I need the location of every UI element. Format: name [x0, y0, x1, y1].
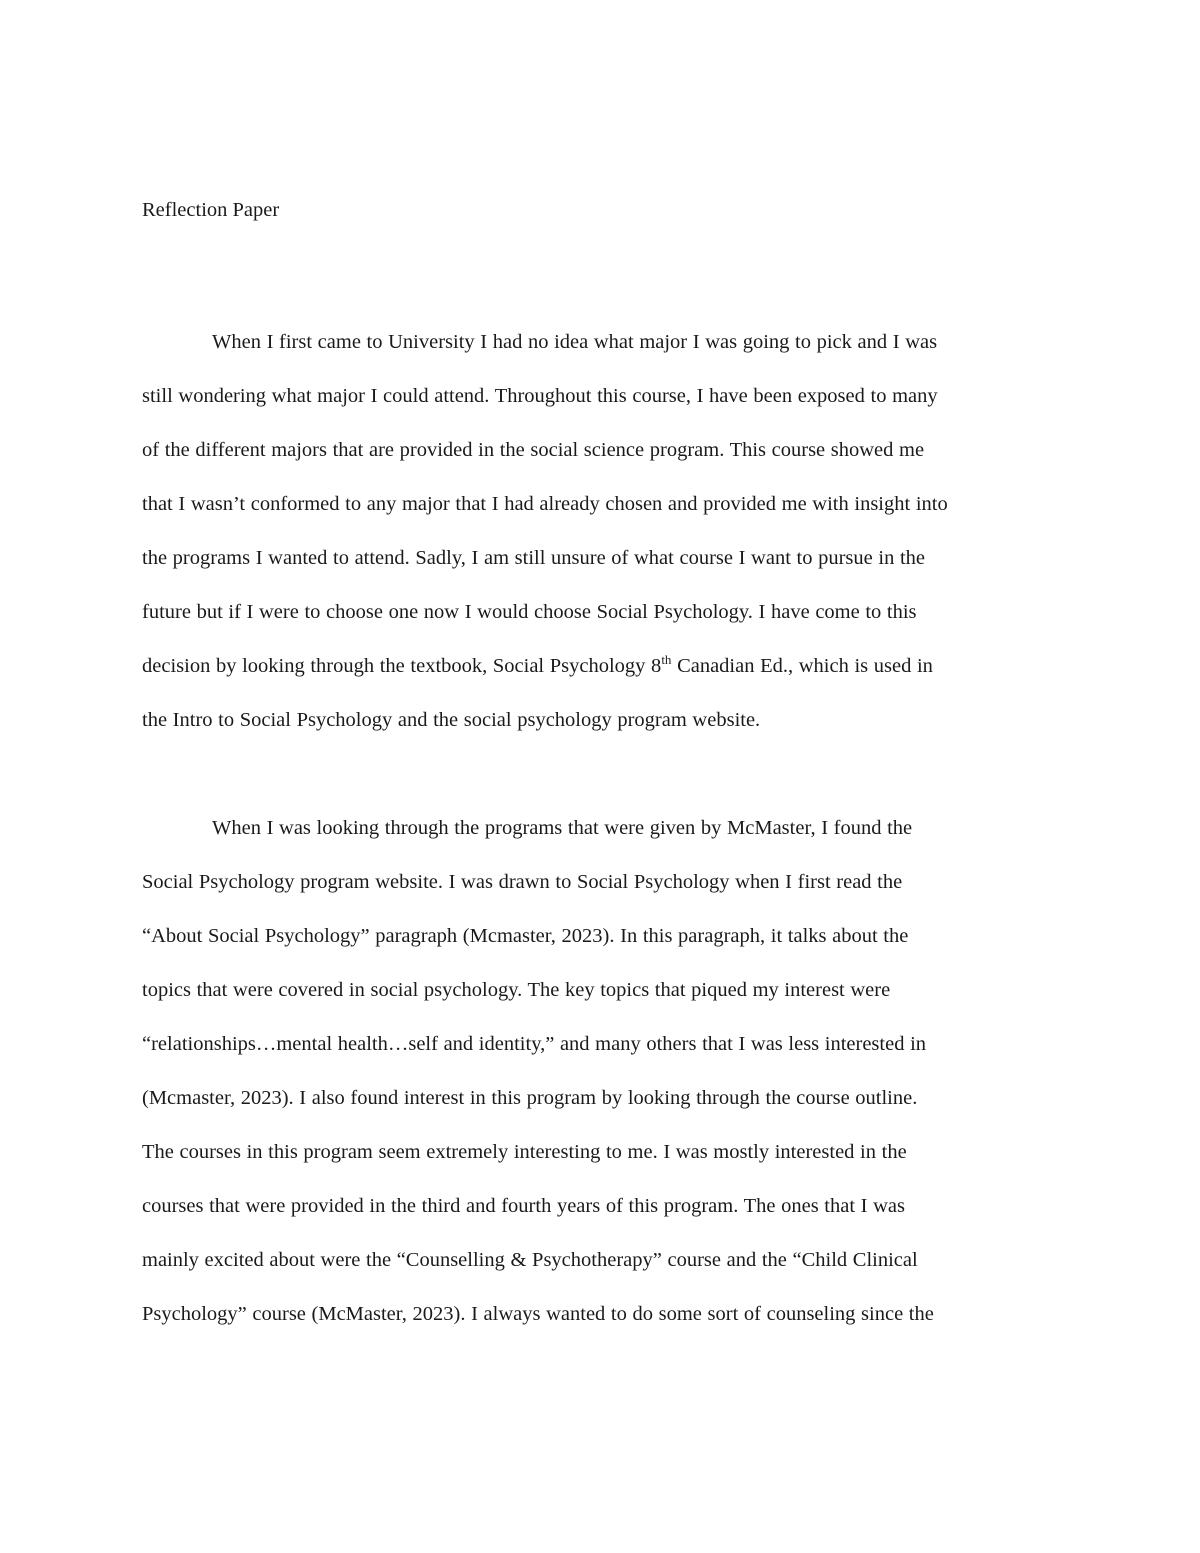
- paragraph-line: courses that were provided in the third and fourth years of this program. The ones that I was: [142, 1195, 905, 1217]
- paragraph-line: “relationships…mental health…self and identity,” and many others that I was less interested in: [142, 1033, 927, 1055]
- paragraph-line: still wondering what major I could attend. Throughout this course, I have been exposed to many: [142, 385, 938, 407]
- paragraph-line: mainly excited about were the “Counselling & Psychotherapy” course and the “Child Clinical: [142, 1249, 918, 1271]
- superscript-th: th: [661, 652, 672, 668]
- paragraph-line: topics that were covered in social psychology. The key topics that piqued my interest were: [142, 979, 891, 1001]
- paragraph-line: Psychology” course (McMaster, 2023). I always wanted to do some sort of counseling since the: [142, 1303, 934, 1325]
- line-text: decision by looking through the textbook, Social Psychology 8: [142, 655, 662, 677]
- paragraph-2: [142, 801, 1060, 1341]
- paragraph-1: [142, 315, 1060, 747]
- paragraph-line: of the different majors that are provided in the social science program. This course showed me: [142, 439, 925, 461]
- paragraph-line: the programs I wanted to attend. Sadly, I am still unsure of what course I want to pursue in the: [142, 547, 925, 569]
- paragraph-line: future but if I were to choose one now I would choose Social Psychology. I have come to this: [142, 601, 917, 623]
- line-text: Canadian Ed., which is used in: [671, 655, 933, 677]
- paragraph-line: (Mcmaster, 2023). I also found interest in this program by looking through the course outline.: [142, 1087, 918, 1109]
- document-title: Reflection Paper: [142, 199, 280, 221]
- paragraph-line: that I wasn’t conformed to any major that I had already chosen and provided me with insight into: [142, 493, 948, 515]
- paragraph-line: the Intro to Social Psychology and the social psychology program website.: [142, 709, 761, 731]
- paragraph-line: “About Social Psychology” paragraph (Mcmaster, 2023). In this paragraph, it talks about the: [142, 925, 909, 947]
- paragraph-line: Social Psychology program website. I was drawn to Social Psychology when I first read the: [142, 871, 903, 893]
- paragraph-line: When I was looking through the programs that were given by McMaster, I found the: [212, 817, 913, 839]
- document-body: [142, 190, 1060, 1341]
- paragraph-line: When I first came to University I had no idea what major I was going to pick and I was: [212, 331, 938, 353]
- paragraph-line: [142, 639, 1060, 693]
- paragraph-line: The courses in this program seem extremely interesting to me. I was mostly interested in the: [142, 1141, 907, 1163]
